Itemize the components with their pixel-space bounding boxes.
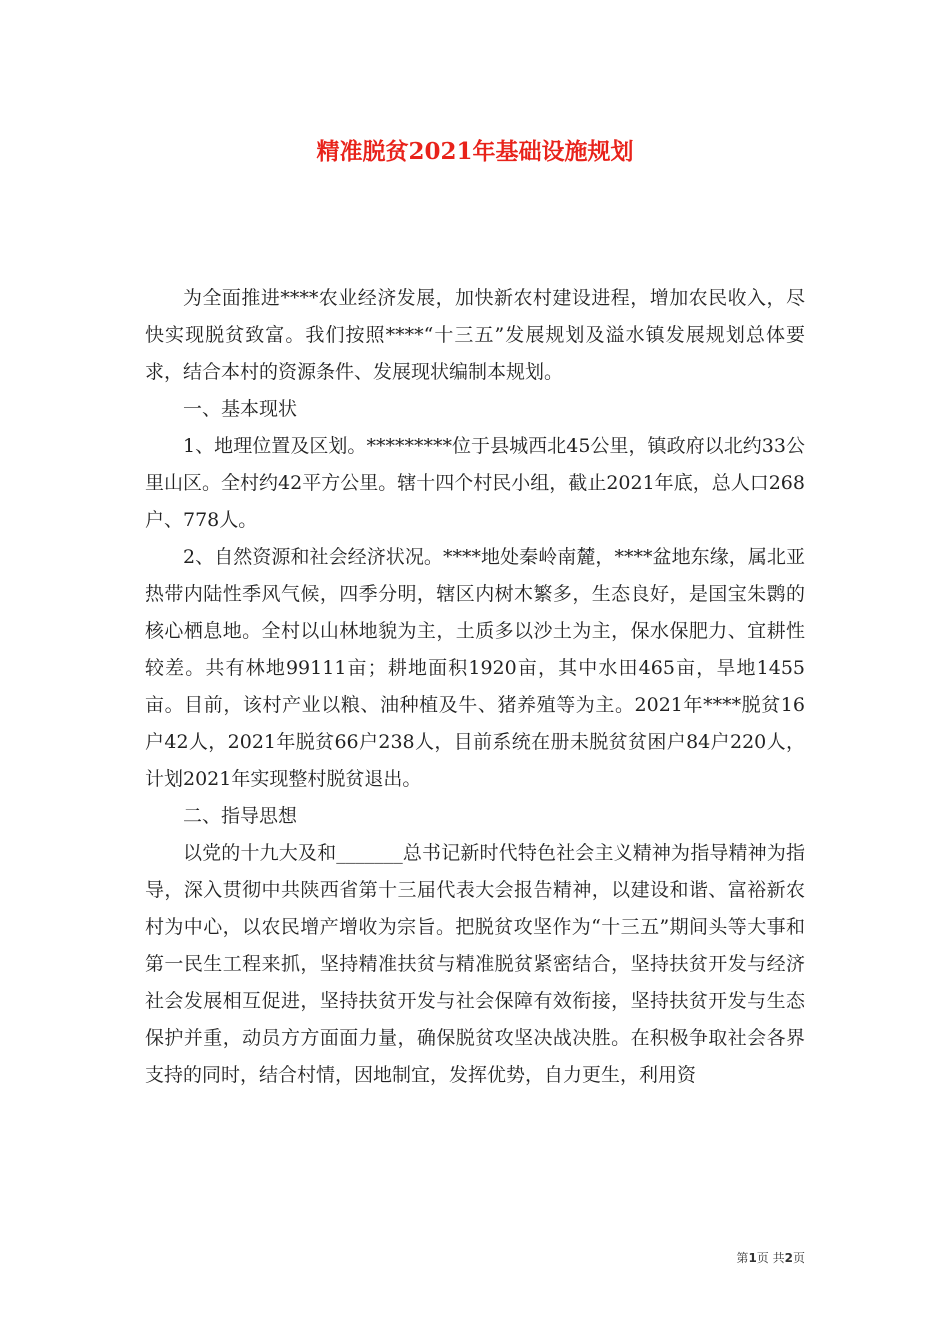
section-heading-guiding-thought: 二、指导思想	[183, 805, 298, 827]
document-body	[145, 280, 805, 1094]
paragraph-guiding-thought: 以党的十九大及和_______总书记新时代特色社会主义精神为指导精神为指导，深入贯彻中共陕西省第十三届代表大会报告精神，以建设和谐、富裕新农村为中心，以农民增产增收为宗旨。把脱贫攻坚作为“十三五”期间头等大事和第一民生工程来抓，坚持精准扶贫与精准脱贫紧密结合，坚持扶贫开发与经济社会发展相互促进，坚持扶贫开发与社会保障有效衔接，坚持扶贫开发与生态保护并重，动员方方面面力量，确保脱贫攻坚决战决胜。在积极争取社会各界支持的同时，结合村情，因地制宜，发挥优势，自力更生，利用资	[145, 842, 805, 1086]
paragraph-location: 1、地理位置及区划。*********位于县城西北45公里，镇政府以北约33公里山区。全村约42平方公里。辖十四个村民小组，截止2021年底，总人口268户、778人。	[145, 435, 805, 531]
total-pages-number: 2	[784, 1251, 793, 1265]
footer-prefix: 第	[736, 1251, 749, 1265]
footer-middle: 页 共	[756, 1251, 785, 1265]
footer-suffix: 页	[792, 1251, 805, 1265]
document-title: 精准脱贫2021年基础设施规划	[316, 138, 634, 165]
section-heading-basic-status: 一、基本现状	[183, 398, 298, 420]
intro-paragraph: 为全面推进****农业经济发展，加快新农村建设进程，增加农民收入，尽快实现脱贫致富。我们按照****“十三五”发展规划及溢水镇发展规划总体要求，结合本村的资源条件、发展现状编制本规划。	[145, 287, 805, 383]
current-page-number: 1	[748, 1251, 757, 1265]
paragraph-resources: 2、自然资源和社会经济状况。****地处秦岭南麓，****盆地东缘，属北亚热带内陆性季风气候，四季分明，辖区内树木繁多，生态良好，是国宝朱鹮的核心栖息地。全村以山林地貌为主，土质多以沙土为主，保水保肥力、宜耕性较差。共有林地99111亩；耕地面积1920亩，其中水田465亩，旱地1455亩。目前，该村产业以粮、油种植及牛、猪养殖等为主。2021年****脱贫16户42人，2021年脱贫66户238人，目前系统在册未脱贫贫困户84户220人，计划2021年实现整村脱贫退出。	[145, 546, 805, 790]
page-number-footer	[736, 1249, 805, 1266]
